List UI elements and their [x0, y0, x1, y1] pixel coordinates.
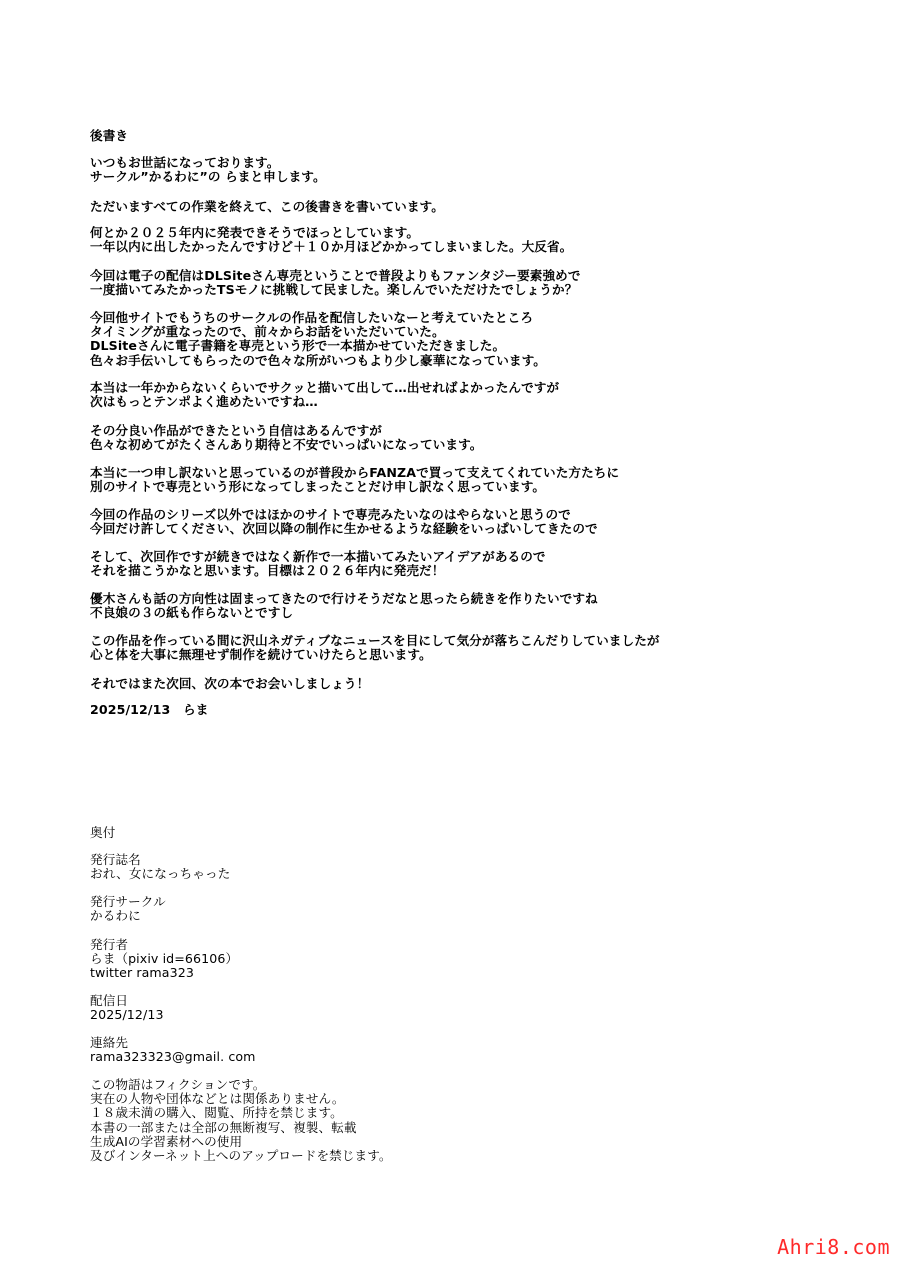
- colophon-value: かるわに: [90, 908, 141, 924]
- watermark-text: Ahri8.com: [777, 1235, 890, 1259]
- afterword-line: 本当は一年かからないくらいでサクッと描いて出して…出せればよかったんですが: [90, 380, 560, 395]
- afterword-paragraph: [90, 677, 880, 691]
- afterword-paragraph: [90, 311, 880, 368]
- colophon-section: [90, 938, 880, 981]
- afterword-line: 一度描いてみたかったTSモノに挑戦して民ました。楽しんでいただけたでしょうか？: [90, 282, 578, 298]
- notice-line: 生成AIの学習素材への使用: [90, 1133, 243, 1149]
- colophon-notice: [90, 1078, 880, 1163]
- afterword-line: 色々お手伝いしてもらったので色々な所がいつもより少し豪華になっています。: [90, 352, 546, 368]
- colophon-label: 連絡先: [90, 1035, 129, 1050]
- afterword-line: 優木さんも話の方向性は固まってきたので行けそうだなと思ったら続きを作りたいですね: [90, 591, 598, 606]
- afterword-line: 何とか２０２５年内に発表できそうでほっとしています。: [90, 225, 420, 240]
- afterword-line: いつもお世話になっております。: [90, 155, 280, 170]
- afterword-paragraph: [90, 592, 880, 620]
- colophon-section: [90, 853, 880, 881]
- colophon-label: 発行サークル: [90, 894, 166, 909]
- afterword-line: 心と体を大事に無理せず制作を続けていけたらと思います。: [90, 647, 432, 663]
- colophon-section: [90, 1036, 880, 1064]
- afterword-line: サークル”かるわに”の らまと申します。: [90, 169, 326, 185]
- afterword-paragraph: [90, 200, 880, 214]
- afterword-paragraph: [90, 156, 880, 184]
- afterword-line: DLSiteさんに電子書籍を専売という形で一本描かせていただきました。: [90, 338, 506, 354]
- afterword-line: 今回は電子の配信はDLSiteさん専売ということで普段よりもファンタジー要素強めで: [90, 268, 581, 283]
- afterword-title-block: [90, 129, 880, 143]
- afterword-line: 今回の作品のシリーズ以外ではほかのサイトで専売みたいなのはやらないと思うので: [90, 507, 571, 522]
- afterword-line: 色々な初めてがたくさんあり期待と不安でいっぱいになっています。: [90, 437, 483, 453]
- colophon-value: らま（pixiv id=66106）: [90, 951, 239, 967]
- afterword-paragraph: [90, 226, 880, 254]
- afterword-line: 次はもっとテンポよく進めたいですね…: [90, 394, 318, 410]
- colophon-section: [90, 895, 880, 923]
- afterword-paragraph: [90, 381, 880, 409]
- afterword-line: 本当に一つ申し訳ないと思っているのが普段からFANZAで買って支えてくれていた方たちに: [90, 465, 620, 480]
- colophon-label: 配信日: [90, 993, 129, 1008]
- notice-line: 実在の人物や団体などとは関係ありません。: [90, 1091, 345, 1107]
- afterword-line: それではまた次回、次の本でお会いしましょう！: [90, 676, 370, 691]
- colophon-value: おれ、女になっちゃった: [90, 866, 231, 882]
- notice-line: 本書の一部または全部の無断複写、複製、転載: [90, 1119, 357, 1135]
- afterword-title: 後書き: [90, 128, 129, 143]
- afterword-paragraph: [90, 634, 880, 662]
- afterword-paragraph: [90, 424, 880, 452]
- afterword-signature: [90, 703, 880, 717]
- afterword-line: この作品を作っている間に沢山ネガティブなニュースを目にして気分が落ちこんだりしていましたが: [90, 633, 660, 648]
- colophon-title-block: [90, 826, 880, 840]
- afterword-paragraph: [90, 269, 880, 297]
- afterword-paragraph: [90, 550, 880, 578]
- afterword-line: タイミングが重なったので、前々からお話をいただいていた。: [90, 324, 445, 340]
- afterword-line: それを描こうかなと思います。目標は２０２６年内に発売だ！: [90, 563, 445, 579]
- notice-line: 及びインターネット上へのアップロードを禁じます。: [90, 1148, 392, 1164]
- colophon-label: 発行誌名: [90, 852, 141, 867]
- afterword-line: そして、次回作ですが続きではなく新作で一本描いてみたいアイデアがあるので: [90, 549, 546, 564]
- afterword-line: ただいますべての作業を終えて、この後書きを書いています。: [90, 199, 444, 214]
- afterword-paragraph: [90, 508, 880, 536]
- afterword-line: 別のサイトで専売という形になってしまったことだけ申し訳なく思っています。: [90, 479, 546, 495]
- notice-line: この物語はフィクションです。: [90, 1077, 266, 1092]
- afterword-paragraph: [90, 466, 880, 494]
- afterword-line: その分良い作品ができたという自信はあるんですが: [90, 423, 382, 438]
- colophon-value: 2025/12/13: [90, 1007, 164, 1023]
- afterword-line: 今回だけ許してください、次回以降の制作に生かせるような経験をいっぱいしてきたので: [90, 521, 598, 537]
- afterword-line: 不良娘の３の紙も作らないとですし: [90, 605, 294, 621]
- afterword-line: 一年以内に出したかったんですけど＋１０か月ほどかかってしまいました。大反省。: [90, 239, 573, 255]
- notice-line: １８歳未満の購入、閲覧、所持を禁じます。: [90, 1105, 343, 1121]
- afterword-date-signature: 2025/12/13 らま: [90, 702, 209, 717]
- colophon-title: 奥付: [90, 825, 116, 840]
- colophon-value: twitter rama323: [90, 965, 194, 981]
- colophon-section: [90, 994, 880, 1022]
- afterword-line: 今回他サイトでもうちのサークルの作品を配信したいなーと考えていたところ: [90, 310, 534, 325]
- colophon-value: rama323323@gmail. com: [90, 1049, 256, 1065]
- colophon-label: 発行者: [90, 937, 129, 952]
